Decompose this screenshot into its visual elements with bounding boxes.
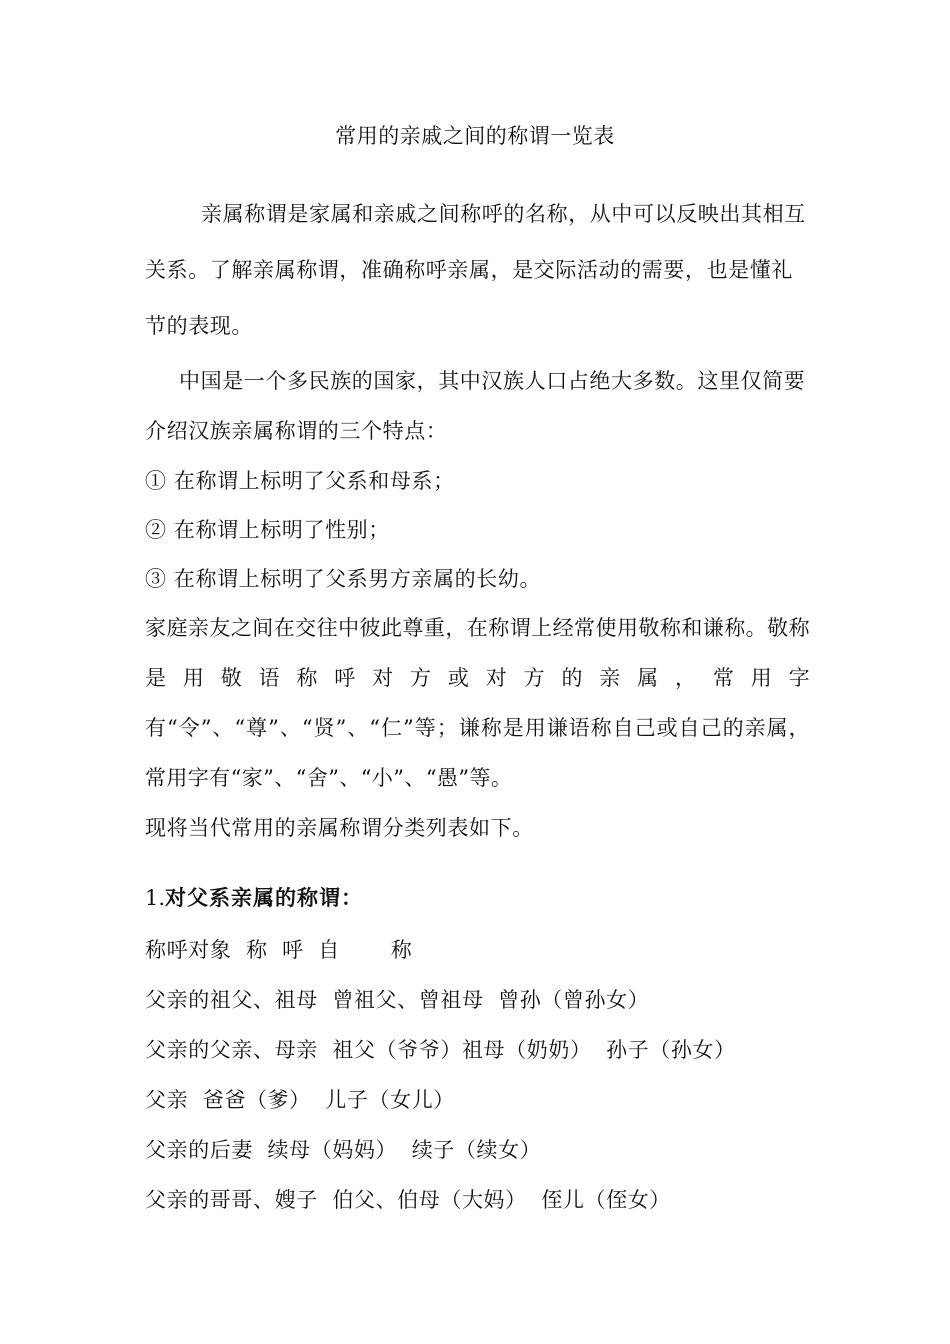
honorifics-paragraph: 家庭亲友之间在交往中彼此尊重，在称谓上经常使用敬称和谦称。敬称是用敬语称呼对方或对方的亲属，常用字有“令”、“尊”、“贤”、“仁”等；谦称是用谦语称自己或自己的亲属，常用字有“家”、“舍”、“小”、“愚”等。 [145,616,810,790]
features-intro-paragraph: 中国是一个多民族的国家，其中汉族人口占绝大多数。这里仅简要介绍汉族亲属称谓的三个特点： [145,369,806,443]
table-row: 父亲的哥哥、嫂子 伯父、伯母（大妈） 侄儿（侄女） [145,1188,671,1212]
table-header: 称呼对象 称 呼 自 称 [145,938,413,962]
list-intro: 现将当代常用的亲属称谓分类列表如下。 [145,816,534,840]
feature-item-1: ① 在称谓上标明了父系和母系； [145,469,455,493]
table-row: 父亲的后妻 续母（妈妈） 续子（续女） [145,1138,542,1162]
section-heading-text: 对父系亲属的称谓： [165,885,364,910]
table-row: 父亲的父亲、母亲 祖父（爷爷）祖母（奶奶） 孙子（孙女） [145,1038,736,1062]
feature-item-2: ② 在称谓上标明了性别； [145,518,390,542]
feature-item-3: ③ 在称谓上标明了父系男方亲属的长幼。 [145,567,542,591]
table-row: 父亲的祖父、祖母 曾祖父、曾祖母 曾孙（曾孙女） [145,988,650,1012]
section-heading-number: 1. [145,886,166,910]
intro-paragraph: 亲属称谓是家属和亲戚之间称呼的名称，从中可以反映出其相互关系。了解亲属称谓，准确称呼亲属，是交际活动的需要，也是懂礼节的表现。 [145,202,806,338]
document-title: 常用的亲戚之间的称谓一览表 [335,124,615,148]
table-row: 父亲 爸爸（爹） 儿子（女儿） [145,1088,455,1112]
section-heading [145,882,363,914]
